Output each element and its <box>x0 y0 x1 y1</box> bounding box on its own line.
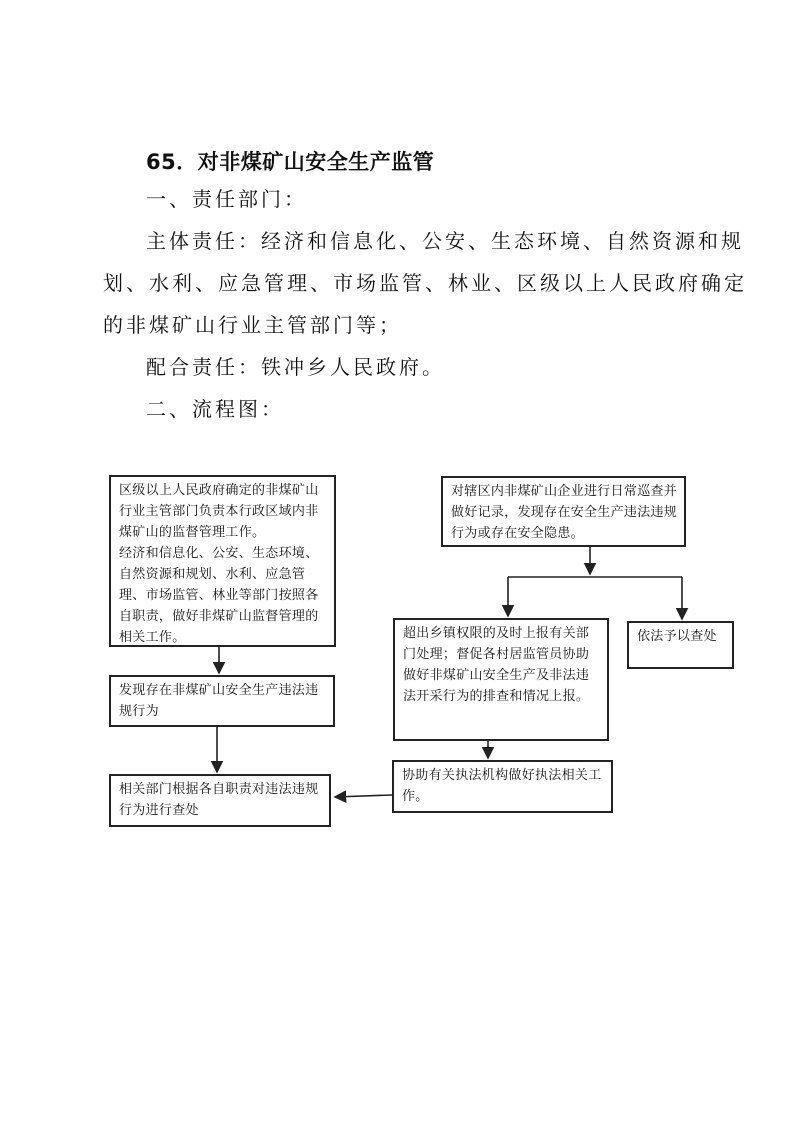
flow-box-right-bottom-text: 协助有关执法机构做好执法相关工作。 <box>402 768 602 804</box>
flow-box-left-mid <box>109 675 335 727</box>
flow-box-left-bottom <box>109 774 331 827</box>
flow-box-right-mid <box>393 618 609 741</box>
flow-box-right-side-text: 依法予以查处 <box>637 629 717 644</box>
flow-box-right-mid-text: 超出乡镇权限的及时上报有关部门处理；督促各村居监管员协助做好非煤矿山安全生产及非法违法开采行为的排查和情况上报。 <box>403 626 590 704</box>
flow-box-left-top-para1: 区级以上人民政府确定的非煤矿山行业主管部门负责本行政区域内非煤矿山的监督管理工作。 <box>119 483 319 540</box>
arrow-right-bottom-to-left-bottom <box>335 795 392 797</box>
coop-responsibility: 配合责任：铁冲乡人民政府。 <box>146 355 445 379</box>
page-heading: 65．对非煤矿山安全生产监管 <box>146 150 435 174</box>
flow-box-right-top-text: 对辖区内非煤矿山企业进行日常巡查并做好记录，发现存在安全生产违法违规行为或存在安全隐患。 <box>451 484 678 541</box>
flow-box-right-bottom <box>392 760 613 813</box>
main-responsibility-line2: 划、水利、应急管理、市场监管、林业、区级以上人民政府确定 <box>103 271 747 295</box>
section2-title: 二、流程图： <box>146 397 284 421</box>
main-responsibility-line3: 的非煤矿山行业主管部门等； <box>103 313 402 337</box>
flow-box-left-mid-text: 发现存在非煤矿山安全生产违法违规行为 <box>119 683 319 719</box>
flow-box-right-top <box>441 476 686 547</box>
main-responsibility-line1: 主体责任：经济和信息化、公安、生态环境、自然资源和规 <box>146 229 744 253</box>
flow-box-left-top <box>109 475 336 647</box>
flow-box-right-side <box>627 621 734 669</box>
flow-box-left-bottom-text: 相关部门根据各自职责对违法违规行为进行查处 <box>119 782 319 818</box>
section1-title: 一、责任部门： <box>146 187 307 211</box>
flow-box-left-top-para2: 经济和信息化、公安、生态环境、自然资源和规划、水利、应急管理、市场监管、林业等部门按照各自职责，做好非煤矿山监督管理的相关工作。 <box>119 546 319 645</box>
